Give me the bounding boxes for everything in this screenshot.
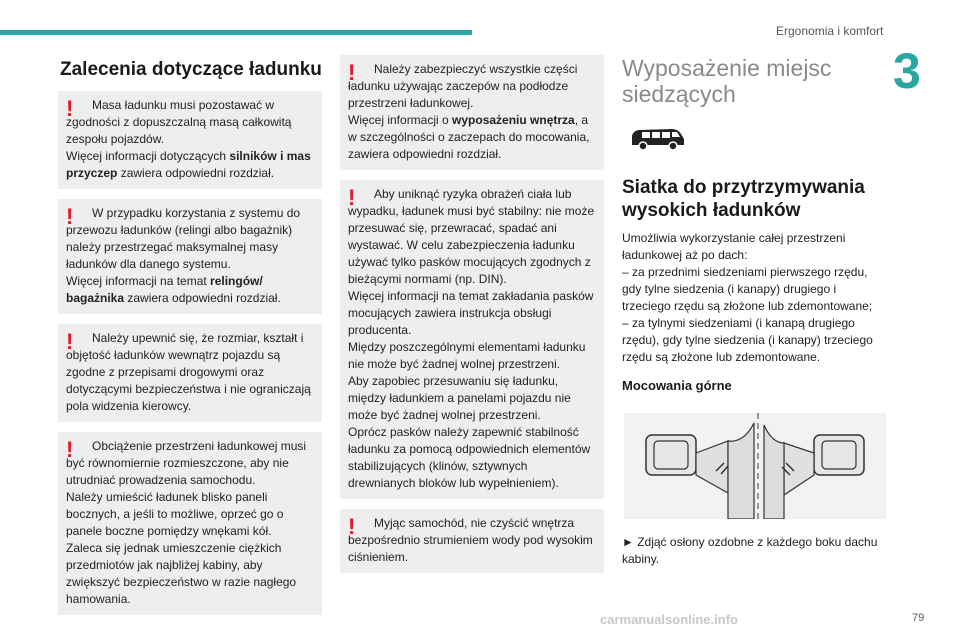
column-load-safety — [340, 55, 604, 583]
warning-box — [58, 432, 322, 615]
warning-text: Należy umieścić ładunek blisko paneli bocznych, a jeśli to możliwe, oprzeć go o panele boczne pomiędzy wnękami kół. — [66, 490, 284, 538]
warning-text: Oprócz pasków należy zapewnić stabilność ładunku za pomocą odpowiednich elementów stabilizujących (klinów, sztywnych drewnianych bloków lub wypełnieniem). — [348, 425, 591, 490]
warning-text: Aby uniknąć ryzyka obrażeń ciała lub wypadku, ładunek musi być stabilny: nie może przesuwać się, przewracać, spadać ani wystawać. W celu zabezpieczenia ładunku używać tylko pasków mocujących zgodnych z bieżącymi normami (np. DIN). — [348, 187, 595, 286]
intro-text: Umożliwia wykorzystanie całej przestrzeni ładunkowej aż po dach: — [622, 231, 846, 262]
watermark: carmanualsonline.info — [600, 612, 738, 627]
load-heading: Zalecenia dotyczące ładunku — [60, 59, 322, 80]
column-load-recommendations — [58, 58, 322, 625]
warning-text: Masa ładunku musi pozostawać w zgodności z dopuszczalną masą całkowitą zespołu pojazdów. — [66, 98, 292, 146]
column-seating-equipment — [622, 55, 888, 568]
warning-text: Należy zabezpieczyć wszystkie części ładunku używając zaczepów na podłodze przestrzeni ładunkowej. — [348, 62, 578, 110]
warning-icon — [66, 205, 86, 229]
warning-icon — [348, 61, 368, 85]
warning-icon — [348, 186, 368, 210]
warning-box — [58, 324, 322, 422]
warning-text: Zaleca się jednak umieszczenie ciężkich przedmiotów jak najbliżej kabiny, aby zwiększyć bezpieczeństwo w razie nagłego hamowania. — [66, 541, 297, 606]
warning-text: Więcej informacji o wyposażeniu wnętrza, a w szczególności o zaczepach do mocowania, zawiera odpowiedni rozdział. — [348, 113, 590, 161]
warning-text: Obciążenie przestrzeni ładunkowej musi być równomiernie rozmieszczone, aby nie utrudniać prowadzenia samochodu. — [66, 439, 307, 487]
warning-box — [58, 199, 322, 314]
section-heading: Wyposażenie miejsc siedzących — [622, 55, 832, 107]
warning-text: Więcej informacji na temat relingów/ bagażnika zawiera odpowiedni rozdział. — [66, 274, 281, 305]
upper-mount-illustration — [624, 413, 886, 519]
warning-text: W przypadku korzystania z systemu do przewozu ładunków (relingi albo bagażnik) należy przestrzegać maksymalnej masy ładunków dla danego systemu. — [66, 206, 301, 271]
warning-box — [340, 55, 604, 170]
net-heading: Siatka do przytrzymywania wysokich ładunków — [622, 177, 865, 221]
warning-text: Więcej informacji na temat zakładania pasków mocujących zawiera instrukcja obsługi producenta. — [348, 289, 594, 337]
warning-text: Aby zapobiec przesuwaniu się ładunku, między ładunkiem a panelami pojazdu nie może być żadnej wolnej przestrzeni. — [348, 374, 571, 422]
warning-icon — [348, 515, 368, 539]
mount-heading: Mocowania górne — [622, 378, 732, 393]
warning-box — [340, 509, 604, 573]
chapter-number: 3 — [893, 43, 921, 99]
warning-icon — [66, 438, 86, 462]
section-title: Ergonomia i komfort — [776, 24, 884, 38]
warning-icon — [66, 97, 86, 121]
warning-text: Należy upewnić się, że rozmiar, kształt i objętość ładunków wewnątrz pojazdu są zgodne z przepisami drogowymi oraz dotyczącymi bezpieczeństwa i nie ograniczają pola widzenia kierowcy. — [66, 331, 311, 413]
step-text: ► Zdjąć osłony ozdobne z każdego boku dachu kabiny. — [622, 535, 878, 566]
warning-box — [340, 180, 604, 499]
bullet-item: – za przednimi siedzeniami pierwszego rzędu, gdy tylne siedzenia (i kanapy) drugiego i trzeciego rzędu są złożone lub zdemontowane; — [622, 265, 873, 313]
warning-text: Myjąc samochód, nie czyścić wnętrza bezpośrednio strumieniem wody pod wysokim ciśnieniem. — [348, 516, 593, 564]
warning-text: Więcej informacji dotyczących silników i mas przyczep zawiera odpowiedni rozdział. — [66, 149, 311, 180]
warning-text: Między poszczególnymi elementami ładunku nie może być żadnej wolnej przestrzeni. — [348, 340, 586, 371]
page-number: 79 — [912, 612, 925, 624]
bullet-item: – za tylnymi siedzeniami (i kanapą drugiego rzędu), gdy tylne siedzenia (i kanapy) trzeciego rzędu są złożone lub zdemontowane. — [622, 316, 873, 364]
van-icon — [628, 123, 686, 153]
warning-icon — [66, 330, 86, 354]
warning-box — [58, 91, 322, 189]
header-accent-bar — [0, 30, 472, 35]
